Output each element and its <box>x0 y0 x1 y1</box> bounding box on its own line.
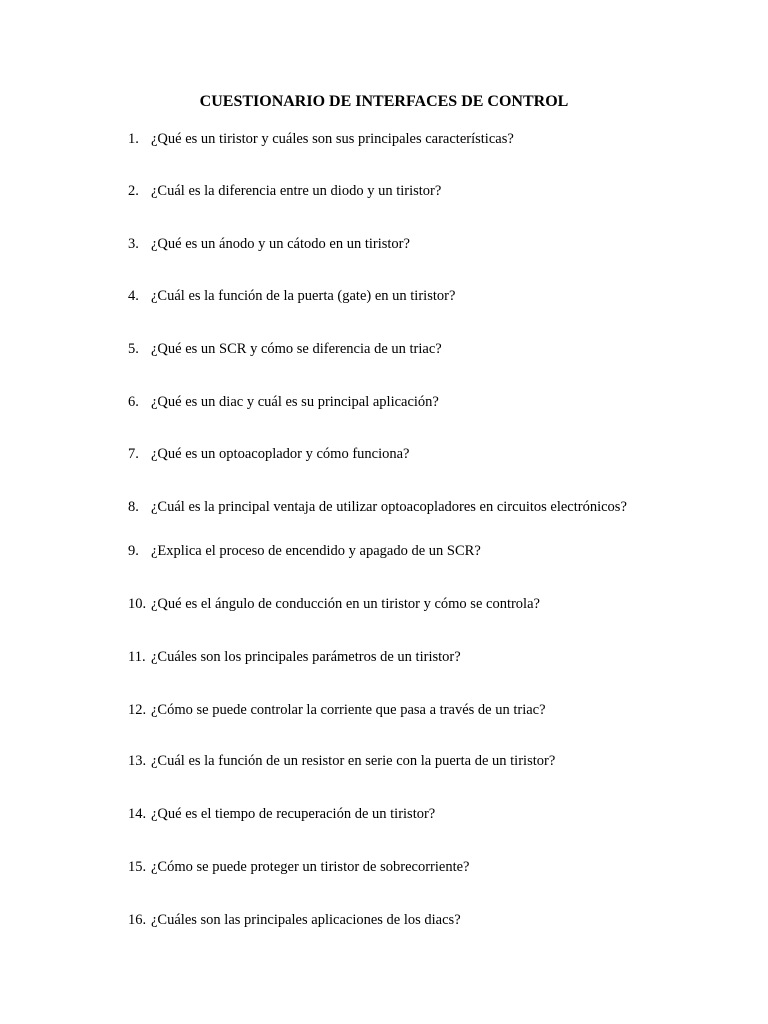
question-text: ¿Cuál es la principal ventaja de utilizar optoacopladores en circuitos electrónicos? <box>151 499 627 515</box>
question-text: ¿Explica el proceso de encendido y apagado de un SCR? <box>151 543 481 559</box>
question-number: 9. <box>128 543 139 559</box>
question-item <box>128 393 728 411</box>
question-text: ¿Cuál es la diferencia entre un diodo y un tiristor? <box>151 183 442 199</box>
question-number: 2. <box>128 183 139 199</box>
question-text: ¿Qué es un tiristor y cuáles son sus principales características? <box>151 131 514 147</box>
question-number: 13. <box>128 753 147 769</box>
question-item <box>128 911 728 929</box>
question-number: 10. <box>128 596 147 612</box>
question-number: 6. <box>128 394 139 410</box>
question-number: 12. <box>128 702 147 718</box>
question-text: ¿Qué es un optoacoplador y cómo funciona? <box>151 446 410 462</box>
question-item <box>128 858 728 876</box>
question-number: 15. <box>128 859 147 875</box>
question-item <box>128 595 728 613</box>
question-text: ¿Cuál es la función de la puerta (gate) en un tiristor? <box>151 288 456 304</box>
question-text: ¿Qué es el tiempo de recuperación de un tiristor? <box>151 806 436 822</box>
question-number: 3. <box>128 236 139 252</box>
question-item <box>128 235 728 253</box>
question-item <box>128 752 728 770</box>
question-text: ¿Cuáles son los principales parámetros de un tiristor? <box>151 649 461 665</box>
question-text: ¿Qué es el ángulo de conducción en un tiristor y cómo se controla? <box>151 596 540 612</box>
question-item <box>128 340 728 358</box>
question-text: ¿Cómo se puede controlar la corriente que pasa a través de un triac? <box>151 702 546 718</box>
question-number: 7. <box>128 446 139 462</box>
question-item <box>128 445 728 463</box>
question-item <box>128 648 728 666</box>
question-item <box>128 701 728 719</box>
question-number: 14. <box>128 806 147 822</box>
question-text: ¿Qué es un SCR y cómo se diferencia de un triac? <box>151 341 442 357</box>
question-item <box>128 805 728 823</box>
question-text: ¿Cuáles son las principales aplicaciones de los diacs? <box>151 912 461 928</box>
question-item <box>128 542 728 560</box>
question-text: ¿Qué es un ánodo y un cátodo en un tiristor? <box>151 236 410 252</box>
question-text: ¿Cómo se puede proteger un tiristor de sobrecorriente? <box>151 859 470 875</box>
page-title: CUESTIONARIO DE INTERFACES DE CONTROL <box>199 93 569 110</box>
question-text: ¿Cuál es la función de un resistor en serie con la puerta de un tiristor? <box>151 753 556 769</box>
question-number: 1. <box>128 131 139 147</box>
question-item <box>128 130 728 148</box>
question-number: 11. <box>128 649 146 665</box>
question-number: 16. <box>128 912 147 928</box>
question-item <box>128 498 728 516</box>
question-number: 5. <box>128 341 139 357</box>
question-item <box>128 287 728 305</box>
question-item <box>128 182 728 200</box>
question-number: 8. <box>128 499 139 515</box>
question-number: 4. <box>128 288 139 304</box>
question-text: ¿Qué es un diac y cuál es su principal aplicación? <box>151 394 439 410</box>
